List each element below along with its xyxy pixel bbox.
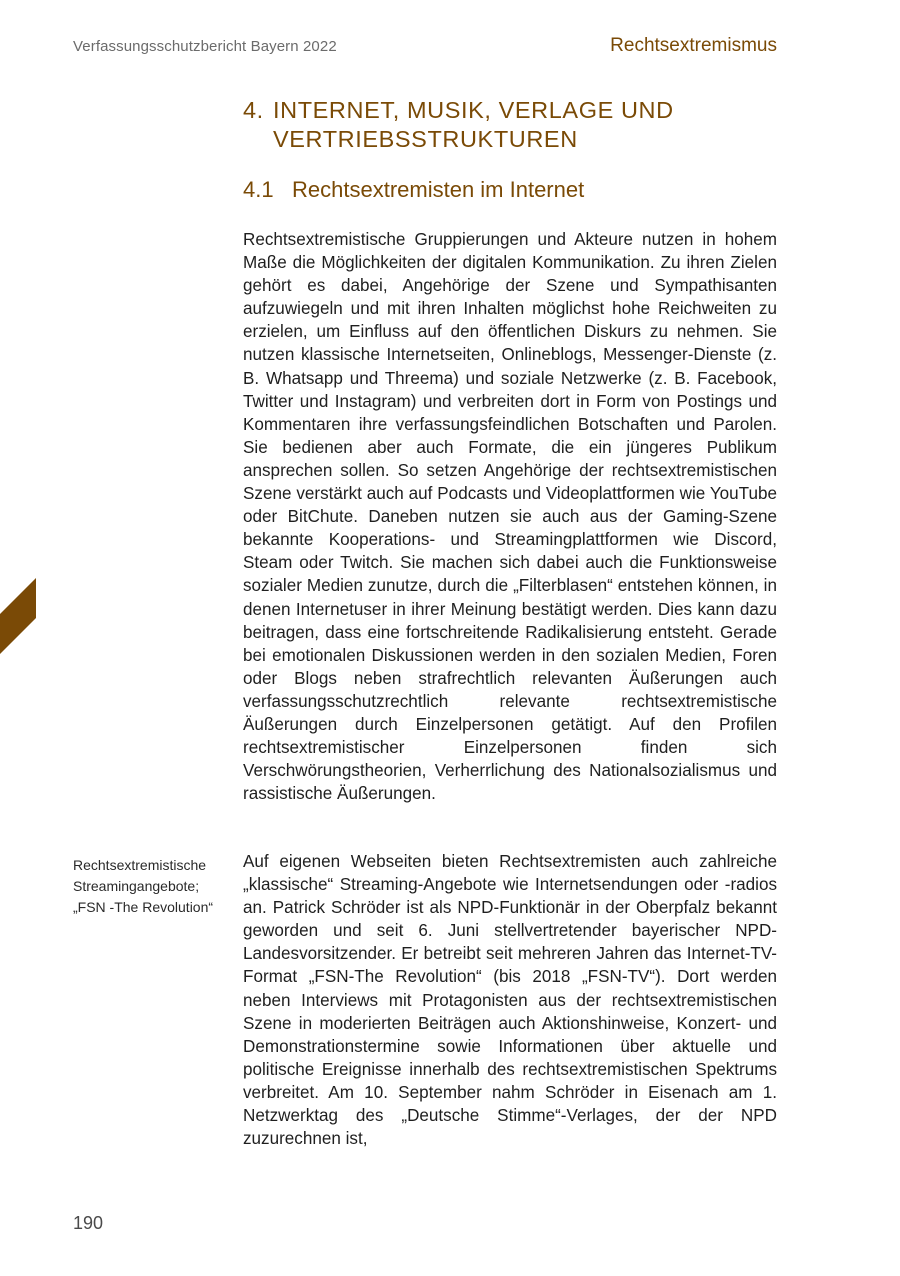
chapter-tab-shape: [0, 578, 36, 654]
body-paragraph-1: Rechtsextremistische Gruppierungen und Akteure nutzen in hohem Maße die Möglichkeiten der digitalen Kommunikation. Zu ihren Zielen gehört es dabei, Angehörige der Szene und Sympathisanten aufzuwiegeln und mit ihren Inhalten möglichst hohe Reichweiten zu erzielen, um Einfluss auf den öffentlichen Diskurs zu nehmen. Sie nutzen klassische Internetseiten, Onlineblogs, Messenger-Dienste (z. B. Whatsapp und Threema) und soziale Netzwerke (z. B. Facebook, Twitter und Instagram) und verbreiten dort in Form von Postings und Kommentaren ihre verfassungsfeindlichen Botschaften und Parolen. Sie bedienen aber auch Formate, die ein jüngeres Publikum ansprechen sollen. So setzen Angehörige der rechtsextremistischen Szene verstärkt auch auf Podcasts und Videoplattformen wie YouTube oder BitChute. Daneben nutzen sie auch aus der Gaming-Szene bekannte Kooperations- und Streamingplattformen wie Discord, Steam oder Twitch. Sie machen sich dabei auch die Funktionsweise sozialer Medien zunutze, durch die „Filterblasen“ entstehen können, in denen Internetuser in ihrer Meinung bestätigt werden. Dies kann dazu beitragen, dass eine fortschreitende Radikalisierung entsteht. Gerade bei emotionalen Diskussionen werden in den sozialen Medien, Foren oder Blogs neben strafrechtlich relevanten Äußerungen auch verfassungsschutzrechtlich relevante rechtsextremistische Äußerungen durch Einzelpersonen getätigt. Auf den Profilen rechtsextremistischer Einzelpersonen finden sich Verschwörungstheorien, Verherrlichung des Nationalsozialismus und rassistische Äußerungen.: [243, 230, 777, 804]
running-header-chapter: Rechtsextremismus: [610, 35, 777, 56]
chapter-tab-marker: [0, 0, 40, 1276]
body-paragraph-2: Auf eigenen Webseiten bieten Rechtsextremisten auch zahlreiche „klassische“ Streaming-Angebote wie Internetsendungen oder -radios an. Patrick Schröder ist als NPD-Funktionär in der Oberpfalz bekannt geworden und seit 6. Juni stellvertretender bayerischer NPD-Landesvorsitzender. Er betreibt seit mehreren Jahren das Internet-TV-Format „FSN-The Revolution“ (bis 2018 „FSN-TV“). Dort werden neben Interviews mit Protagonisten aus der rechtsextremistischen Szene in moderierten Beiträgen auch Aktionshinweise, Konzert- und Demonstrationstermine sowie Informationen über aktuelle und politische Ereignisse innerhalb des rechtsextremistischen Spektrums verbreitet. Am 10. September nahm Schröder in Eisenach am 1. Netzwerktag des „Deutsche Stimme“-Verlages, der der NPD zuzurechnen ist,: [243, 852, 777, 1149]
subsection-heading: [243, 177, 584, 203]
section-title-line1: INTERNET, MUSIK, VERLAGE UND: [273, 97, 674, 123]
section-heading: [243, 96, 783, 154]
subsection-number: 4.1: [243, 177, 274, 202]
margin-note: Rechtsextremistische Streamingangebote; „FSN -The Revolution“: [73, 857, 214, 915]
page-number: 190: [73, 1213, 104, 1233]
subsection-title: Rechtsextremisten im Internet: [292, 177, 585, 202]
section-title-line2: VERTRIEBSSTRUKTUREN: [273, 126, 578, 152]
running-header-title: Verfassungsschutzbericht Bayern 2022: [73, 38, 337, 55]
section-number: 4.: [243, 97, 264, 123]
